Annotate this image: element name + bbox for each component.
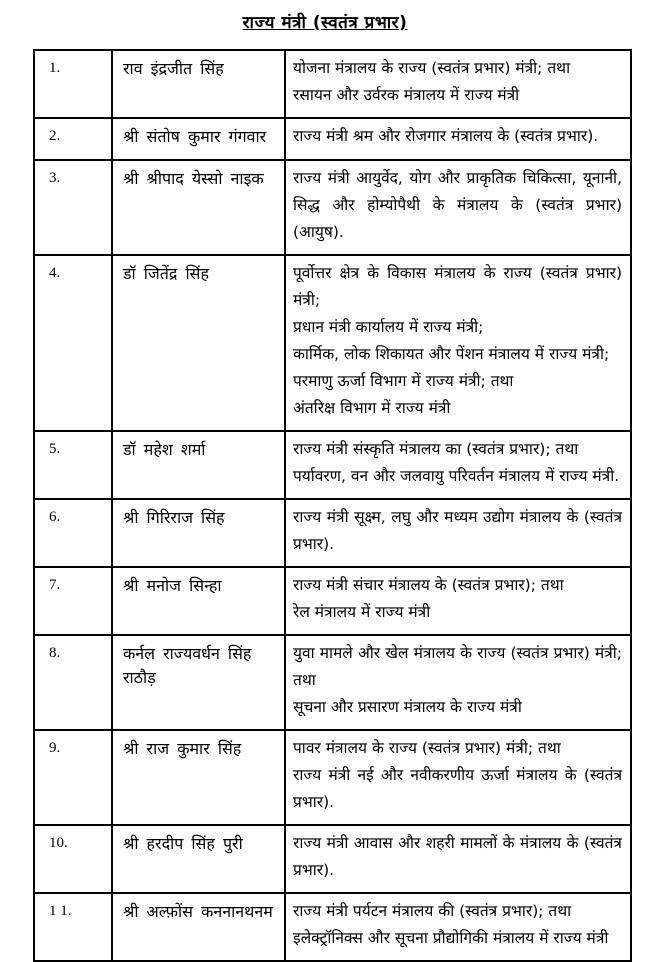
serial-number-cell: 2.: [34, 118, 112, 160]
portfolio-line: राज्य मंत्री सूक्ष्म, लघु और मध्यम उद्योग मंत्रालय के (स्वतंत्र प्रभार).: [293, 508, 622, 553]
portfolio-line: अंतरिक्ष विभाग में राज्य मंत्री: [293, 399, 451, 417]
table-row: [34, 635, 631, 730]
serial-number-cell: 5.: [34, 431, 112, 499]
portfolio-line: रेल मंत्रालय में राज्य मंत्री: [293, 603, 431, 621]
portfolio-line: राज्य मंत्री आवास और शहरी मामलों के मंत्रालय के (स्वतंत्र प्रभार).: [293, 834, 622, 879]
serial-number-cell: 9.: [34, 730, 112, 825]
portfolio-cell: [285, 893, 631, 961]
minister-name-cell: श्री अल्फ़ोंस कननानथनम: [112, 893, 285, 961]
serial-number-cell: 1.: [34, 50, 112, 118]
portfolio-line: सूचना और प्रसारण मंत्रालय के राज्य मंत्री: [293, 698, 522, 716]
portfolio-cell: [285, 635, 631, 730]
portfolio-line: राज्य मंत्री संस्कृति मंत्रालय का (स्वतंत्र प्रभार); तथा: [293, 440, 579, 458]
serial-number-cell: 7.: [34, 567, 112, 635]
portfolio-cell: [285, 499, 631, 567]
portfolio-cell: [285, 825, 631, 893]
minister-name-cell: डॉ जितेंद्र सिंह: [112, 255, 285, 431]
table-row: [34, 431, 631, 499]
ministers-table-body: [34, 50, 631, 961]
portfolio-line: योजना मंत्रालय के राज्य (स्वतंत्र प्रभार) मंत्री; तथा: [293, 59, 571, 77]
minister-name-cell: कर्नल राज्यवर्धन सिंह राठौड़: [112, 635, 285, 730]
minister-name-cell: श्री गिरिराज सिंह: [112, 499, 285, 567]
portfolio-line: राज्य मंत्री श्रम और रोजगार मंत्रालय के (स्वतंत्र प्रभार).: [293, 127, 599, 145]
serial-number-cell: 6.: [34, 499, 112, 567]
minister-name-cell: डॉ महेश शर्मा: [112, 431, 285, 499]
portfolio-line: कार्मिक, लोक शिकायत और पेंशन मंत्रालय में राज्य मंत्री;: [293, 345, 610, 363]
portfolio-cell: [285, 255, 631, 431]
table-row: [34, 893, 631, 961]
portfolio-cell: [285, 567, 631, 635]
table-row: [34, 50, 631, 118]
portfolio-cell: [285, 118, 631, 160]
serial-number-cell: 3.: [34, 160, 112, 255]
ministers-table: [33, 49, 632, 962]
portfolio-cell: [285, 730, 631, 825]
portfolio-line: इलेक्ट्रॉनिक्स और सूचना प्रौद्योगिकी मंत्रालय में राज्य मंत्री: [293, 929, 609, 947]
portfolio-line: राज्य मंत्री नई और नवीकरणीय ऊर्जा मंत्रालय के (स्वतंत्र प्रभार).: [293, 766, 622, 811]
table-row: [34, 825, 631, 893]
portfolio-line: युवा मामले और खेल मंत्रालय के राज्य (स्वतंत्र प्रभार) मंत्री; तथा: [293, 644, 622, 689]
table-row: [34, 730, 631, 825]
minister-name-cell: श्री संतोष कुमार गंगवार: [112, 118, 285, 160]
minister-name-cell: श्री हरदीप सिंह पुरी: [112, 825, 285, 893]
portfolio-line: राज्य मंत्री आयुर्वेद, योग और प्राकृतिक चिकित्सा, यूनानी, सिद्ध और होम्योपैथी के मंत्रालय के (स्वतंत्र प्रभार) (आयुष).: [293, 169, 622, 241]
minister-name-cell: श्री मनोज सिन्हा: [112, 567, 285, 635]
portfolio-line: पर्यावरण, वन और जलवायु परिवर्तन मंत्रालय में राज्य मंत्री.: [293, 467, 620, 485]
table-row: [34, 499, 631, 567]
table-row: [34, 118, 631, 160]
serial-number-cell: 1 1.: [34, 893, 112, 961]
portfolio-line: प्रधान मंत्री कार्यालय में राज्य मंत्री;: [293, 318, 484, 336]
portfolio-line: परमाणु ऊर्जा विभाग में राज्य मंत्री; तथा: [293, 372, 514, 390]
portfolio-line: रसायन और उर्वरक मंत्रालय में राज्य मंत्री: [293, 86, 520, 104]
table-row: [34, 255, 631, 431]
serial-number-cell: 8.: [34, 635, 112, 730]
portfolio-line: पूर्वोत्तर क्षेत्र के विकास मंत्रालय के राज्य (स्वतंत्र प्रभार) मंत्री;: [293, 264, 622, 309]
portfolio-line: राज्य मंत्री संचार मंत्रालय के (स्वतंत्र प्रभार); तथा: [293, 576, 564, 594]
minister-name-cell: श्री श्रीपाद येस्सो नाइक: [112, 160, 285, 255]
serial-number-cell: 4.: [34, 255, 112, 431]
minister-name-cell: श्री राज कुमार सिंह: [112, 730, 285, 825]
portfolio-cell: [285, 50, 631, 118]
portfolio-cell: [285, 160, 631, 255]
serial-number-cell: 10.: [34, 825, 112, 893]
table-row: [34, 160, 631, 255]
table-row: [34, 567, 631, 635]
page-title: राज्य मंत्री (स्वतंत्र प्रभार): [242, 13, 408, 33]
portfolio-line: पावर मंत्रालय के राज्य (स्वतंत्र प्रभार) मंत्री; तथा: [293, 739, 561, 757]
portfolio-line: राज्य मंत्री पर्यटन मंत्रालय की (स्वतंत्र प्रभार); तथा: [293, 902, 572, 920]
portfolio-cell: [285, 431, 631, 499]
minister-name-cell: राव इंद्रजीत सिंह: [112, 50, 285, 118]
